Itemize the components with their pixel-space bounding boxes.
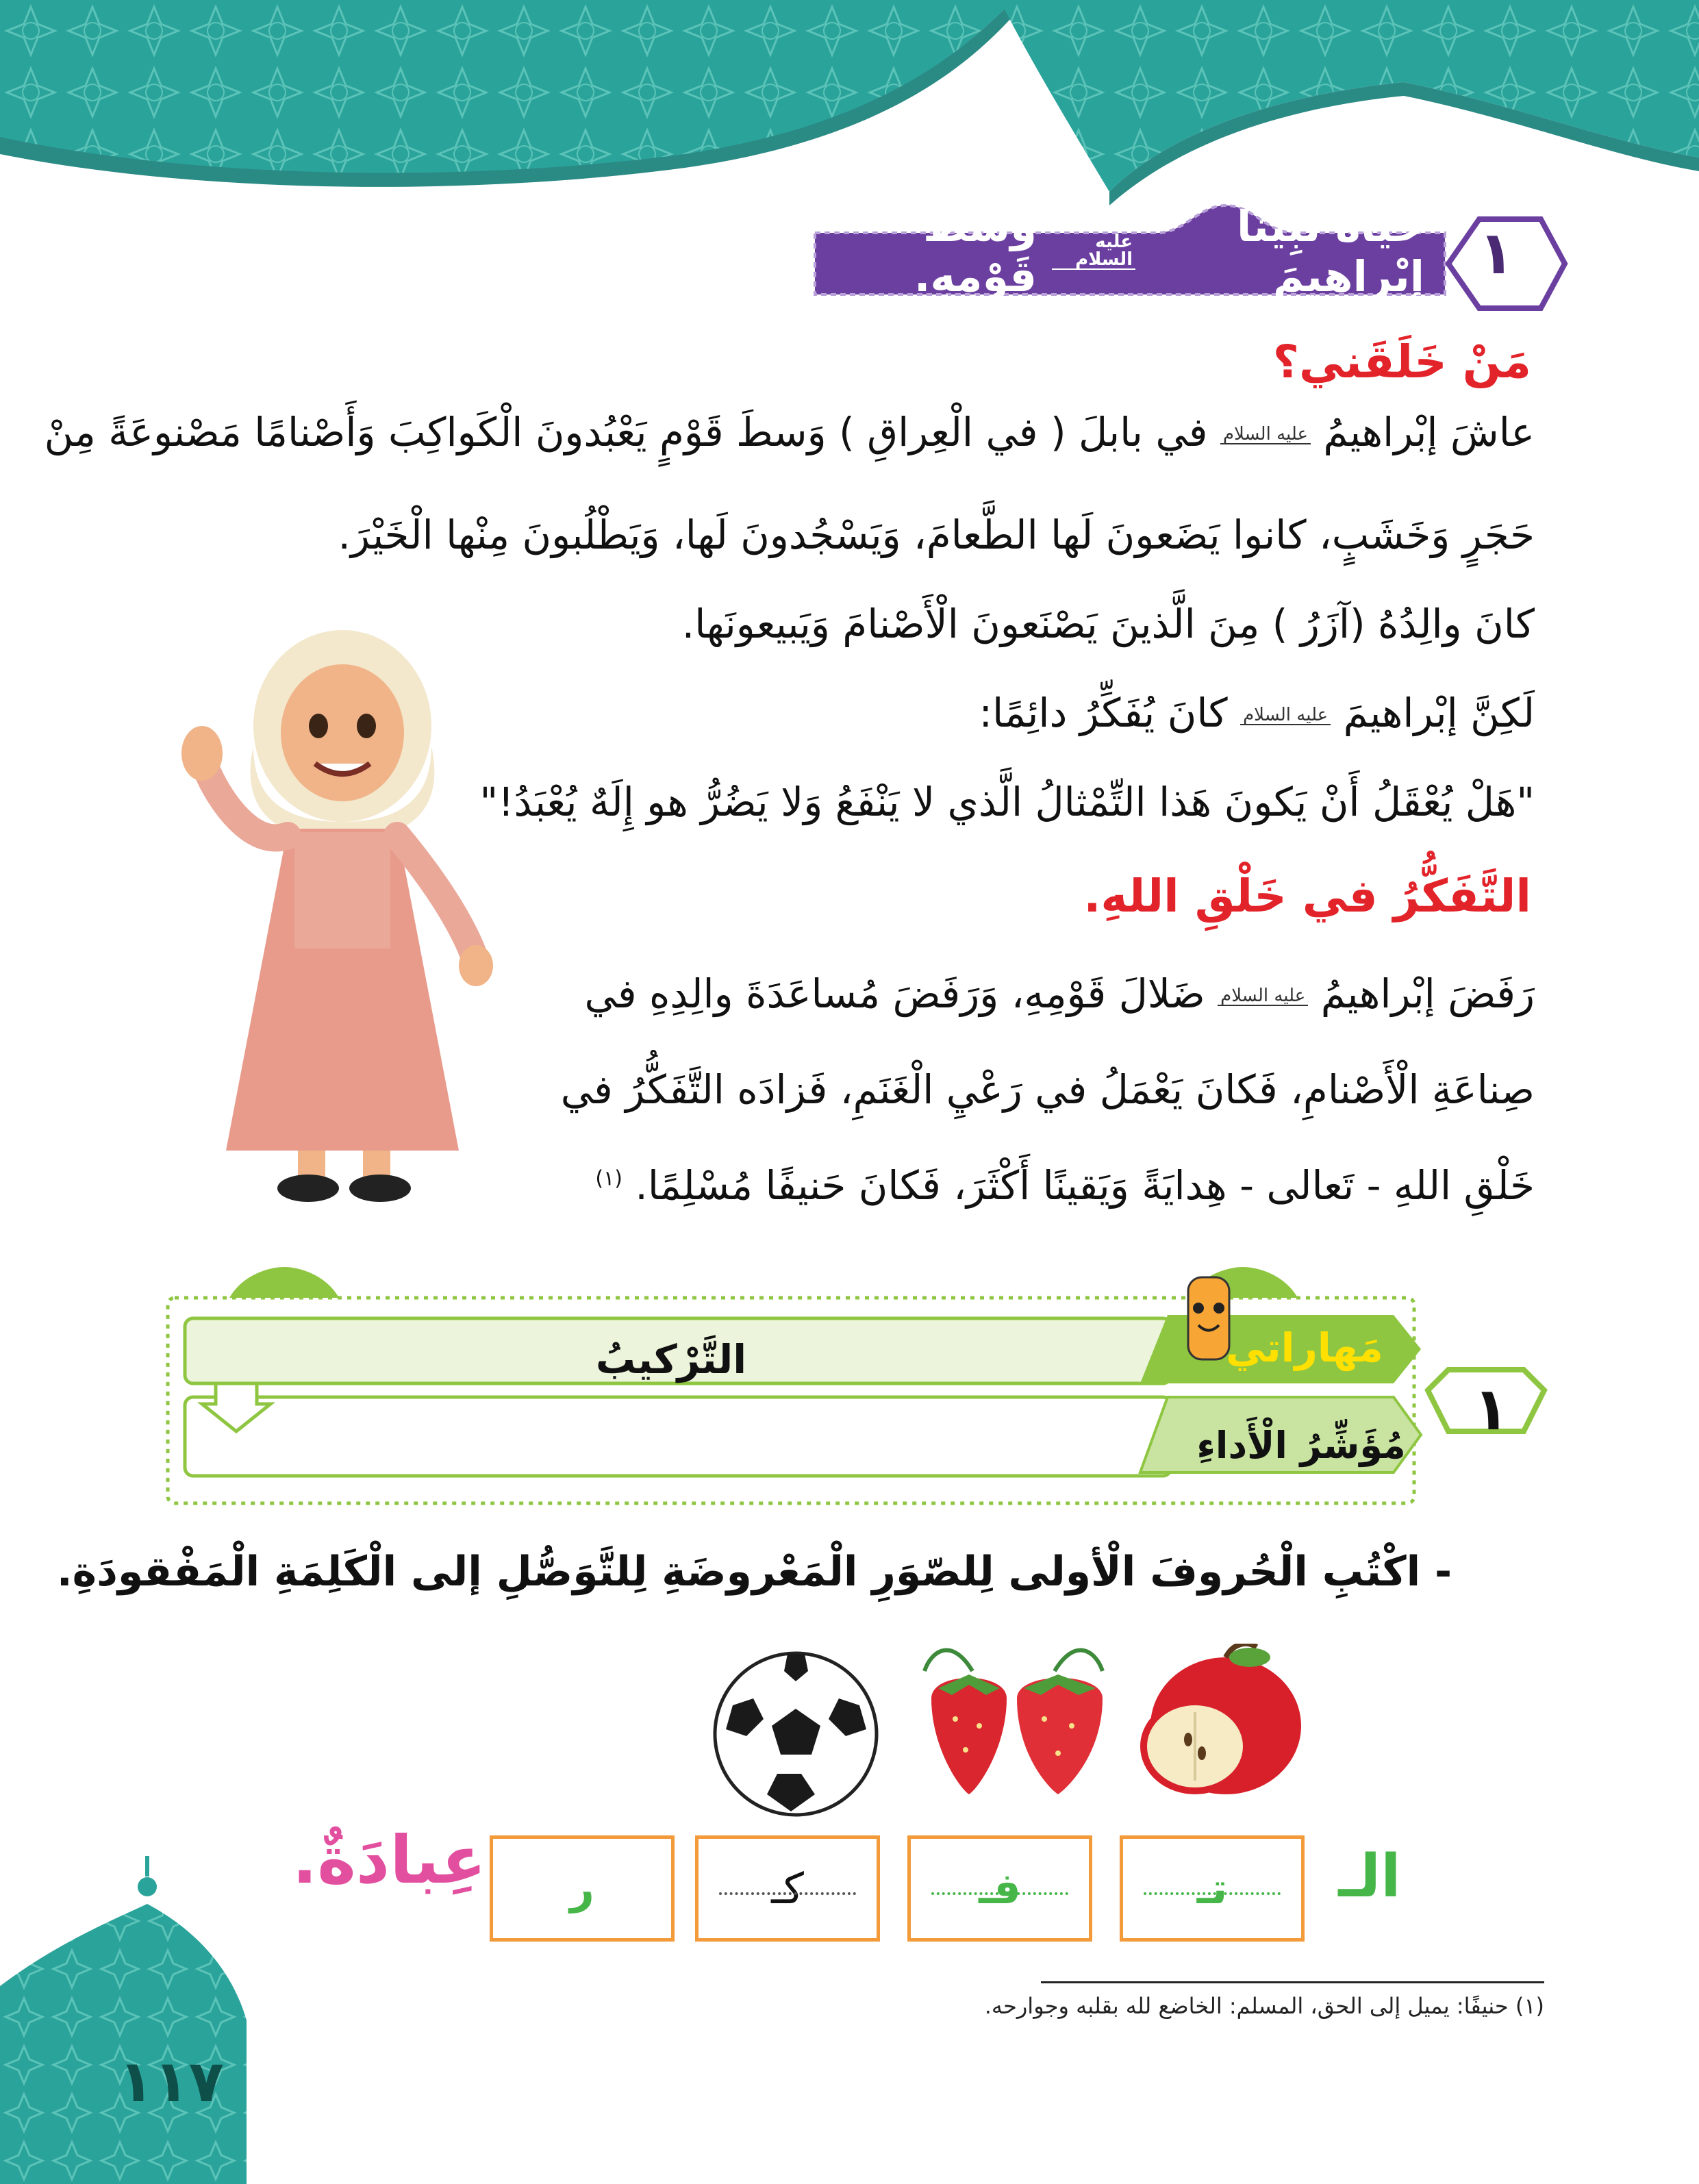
answer-box-4[interactable] [490,1835,675,1942]
answer-box-2[interactable] [907,1835,1092,1942]
paragraph-1-line-4 [979,688,1535,738]
strawberry-image [918,1630,1116,1808]
paragraph-1-line-4-end: كانَ يُفَكِّرُ دائِمًا: [979,690,1228,736]
exercise-instruction: - اكْتُبِ الْحُروفَ الْأولى لِلصّوَرِ الْمَعْروضَةِ لِلتَّوَصُّلِ إلى الْكَلِمَةِ الْمَفْقودَةِ. [56,1548,1452,1596]
answer-suffix-word: عِبادَةٌ. [292,1822,486,1898]
pbuh-mark: عليه السلام [1220,425,1311,444]
paragraph-2-line-2: صِناعَةِ الْأَصْنامِ، فَكانَ يَعْمَلُ في رَعْيِ الْغَنَمِ، فَزادَه التَّفَكُّرُ في [560,1066,1535,1113]
answer-box-3-dots [719,1892,856,1895]
answer-box-2-dots [931,1892,1068,1895]
answer-box-1-letter: تـ [1196,1863,1228,1913]
answer-box-3[interactable] [695,1835,880,1942]
skills-number: ١ [1473,1375,1509,1444]
section-number: ١ [1478,219,1515,288]
paragraph-1-line-1-end: في بابلَ ( في الْعِراقِ ) وَسطَ قَوْمٍ يَعْبُدونَ الْكَواكِبَ وَأَصْنامًا مَصْنوعَةً مِنْ [44,409,1208,455]
skill-name: التَّرْكيبُ [595,1336,747,1383]
answer-box-4-letter: ر [570,1863,594,1913]
paragraph-1-line-4-start: لَكِنَّ إبْراهيمَ [1343,690,1535,736]
paragraph-1-line-5: "هَلْ يُعْقَلُ أَنْ يَكونَ هَذا التِّمْثالُ الَّذي لا يَنْفَعُ وَلا يَضُرُّ هو إِلَهٌ يُعْبَدُ!" [479,779,1535,825]
skills-label: مَهاراتي [1226,1325,1383,1371]
pbuh-mark: عليه السلام [1218,987,1308,1006]
paragraph-1-line-3: كانَ والِدُهُ (آزَرُ ) مِنَ الَّذينَ يَصْنَعونَ الْأَصْنامَ وَيَبيعونَها. [681,601,1535,647]
paragraph-2-line-1 [585,969,1535,1019]
girl-illustration [171,630,514,1205]
section-title [842,201,1424,301]
answer-box-1[interactable] [1120,1835,1305,1942]
apple-image [1130,1644,1308,1801]
heading-who-created-me: مَنْ خَلَقَني؟ [1272,336,1531,388]
footnote: (١) حنيفًا: يميل إلى الحق، المسلم: الخاضع لله بقلبه وجوارحه. [984,1993,1544,2019]
answer-prefix: الـ [1338,1842,1401,1911]
bottom-dome-decoration [0,1849,247,2184]
section-title-main: حياةُ نَبِيِّنا إبْراهيمَ [1237,201,1424,301]
footnote-reference: (١) [595,1166,622,1191]
heading-reflection: التَّفَكُّرُ في خَلْقِ اللهِ. [1083,870,1531,922]
paragraph-1-line-1 [45,407,1535,457]
top-decorative-banner [0,0,1699,219]
answer-box-1-dots [1144,1892,1281,1895]
paragraph-2-line-3 [595,1161,1535,1211]
performance-indicator-label: مُؤَشِّرُ الْأَداءِ [1196,1423,1406,1467]
paragraph-2-line-1-end: ضَلالَ قَوْمِهِ، وَرَفَضَ مُساعَدَةَ والِدِهِ في [584,970,1205,1017]
footnote-divider [1041,1981,1544,1983]
section-title-suffix: وَسَطَ قَوْمِهِ. [914,201,1037,301]
paragraph-1-line-2: حَجَرٍ وَخَشَبٍ، كانوا يَضَعونَ لَها الطَّعامَ، وَيَسْجُدونَ لَها، وَيَطْلُبونَ مِنْها الْخَيْرَ. [338,512,1535,558]
answer-box-2-letter: فـ [979,1863,1021,1913]
pbuh-mark: عليه السلام [1052,233,1135,270]
page-number: ١١٧ [118,2048,224,2115]
football-image [712,1650,880,1818]
answer-box-3-letter: كـ [771,1863,804,1913]
paragraph-1-line-1-start: عاشَ إبْراهيمُ [1323,409,1535,455]
paragraph-2-line-1-start: رَفَضَ إبْراهيمُ [1320,970,1535,1017]
paragraph-2-line-3-text: خَلْقِ اللهِ - تَعالى - هِدايَةً وَيَقينًا أَكْثَرَ، فَكانَ حَنيفًا مُسْلِمًا. [635,1162,1535,1209]
pbuh-mark: عليه السلام [1240,706,1331,725]
